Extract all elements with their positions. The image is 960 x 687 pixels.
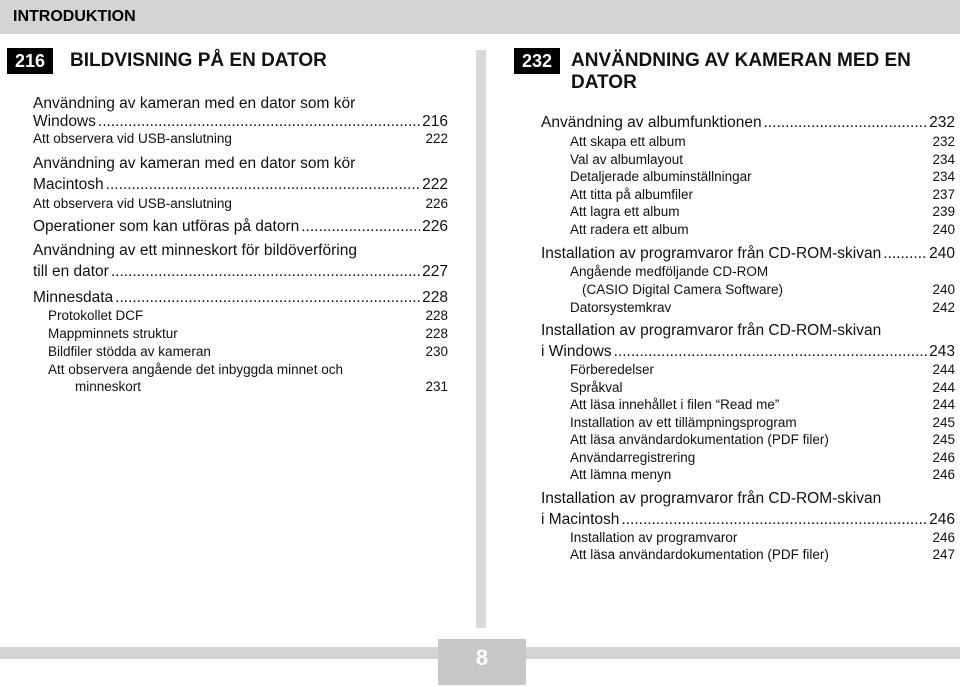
right-section-heading (514, 48, 911, 94)
page-number: 8 (438, 639, 526, 685)
right-section-number: 232 (514, 48, 560, 74)
toc-subentry[interactable]: Att radera ett album 240 (570, 222, 955, 237)
right-section-title-line-1: ANVÄNDNING AV KAMERAN MED EN (571, 50, 911, 71)
left-section-heading (7, 48, 327, 74)
toc-subentry[interactable]: Att observera vid USB-anslutning 226 (33, 196, 448, 211)
toc-line: Installation av programvaror från CD-ROM-skivan (541, 322, 882, 339)
toc-subentry[interactable]: Användarregistrering 246 (570, 450, 955, 465)
toc-entry[interactable]: Macintosh ..... 222 (33, 176, 448, 194)
toc-subentry[interactable]: Förberedelser 244 (570, 362, 955, 377)
toc-subentry[interactable]: minneskort 231 (75, 379, 448, 394)
toc-line: Installation av programvaror från CD-ROM-skivan (541, 490, 882, 507)
toc-subentry[interactable]: Datorsystemkrav 242 (570, 300, 955, 315)
toc-subentry[interactable]: Detaljerade albuminställningar 234 (570, 169, 955, 184)
toc-subentry[interactable]: Mappminnets struktur 228 (48, 326, 448, 341)
toc-subentry[interactable]: Språkval 244 (570, 380, 955, 395)
toc-subentry[interactable]: Installation av ett tillämpningsprogram 245 (570, 415, 955, 430)
toc-line: Användning av ett minneskort för bildöverföring (33, 242, 357, 259)
header-title: INTRODUKTION (13, 8, 136, 25)
toc-entry[interactable]: Minnesdata ..... 228 (33, 289, 448, 307)
toc-entry[interactable]: Installation av programvaror från CD-ROM-skivan ..... 240 (541, 245, 955, 263)
toc-subentry[interactable]: Installation av programvaror 246 (570, 530, 955, 545)
toc-subentry[interactable]: Bildfiler stödda av kameran 230 (48, 344, 448, 359)
toc-entry[interactable]: Operationer som kan utföras på datorn ..... 226 (33, 218, 448, 236)
toc-subentry[interactable]: (CASIO Digital Camera Software) 240 (582, 282, 955, 297)
toc-subentry[interactable]: Att läsa användardokumentation (PDF filer) 247 (570, 547, 955, 562)
left-section-number: 216 (7, 48, 53, 74)
toc-subentry[interactable]: Att skapa ett album 232 (570, 134, 955, 149)
toc-subentry[interactable]: Att läsa innehållet i filen “Read me” 244 (570, 397, 955, 412)
toc-entry[interactable]: i Macintosh ..... 246 (541, 511, 955, 529)
left-section-title: BILDVISNING PÅ EN DATOR (70, 50, 327, 71)
toc-entry[interactable]: i Windows ..... 243 (541, 343, 955, 361)
toc-subentry[interactable]: Att titta på albumfiler 237 (570, 187, 955, 202)
toc-line: Användning av kameran med en dator som kör (33, 155, 356, 172)
right-section-title (571, 50, 911, 94)
column-divider (476, 50, 486, 628)
toc-subentry[interactable]: Att lagra ett album 239 (570, 204, 955, 219)
toc-entry[interactable]: Windows ..... 216 (33, 113, 448, 131)
toc-line: Att observera angående det inbyggda minnet och (48, 362, 343, 377)
toc-subentry[interactable]: Val av albumlayout 234 (570, 152, 955, 167)
toc-entry[interactable]: till en dator ..... 227 (33, 263, 448, 281)
toc-line: Angående medföljande CD-ROM (570, 264, 769, 279)
toc-entry[interactable]: Användning av albumfunktionen ..... 232 (541, 114, 955, 132)
toc-subentry[interactable]: Att observera vid USB-anslutning 222 (33, 131, 448, 146)
header-bar (0, 0, 960, 34)
toc-subentry[interactable]: Protokollet DCF 228 (48, 308, 448, 323)
right-section-title-line-2: DATOR (571, 72, 637, 93)
toc-subentry[interactable]: Att läsa användardokumentation (PDF filer) 245 (570, 432, 955, 447)
toc-subentry[interactable]: Att lämna menyn 246 (570, 467, 955, 482)
toc-line: Användning av kameran med en dator som kör (33, 95, 356, 112)
